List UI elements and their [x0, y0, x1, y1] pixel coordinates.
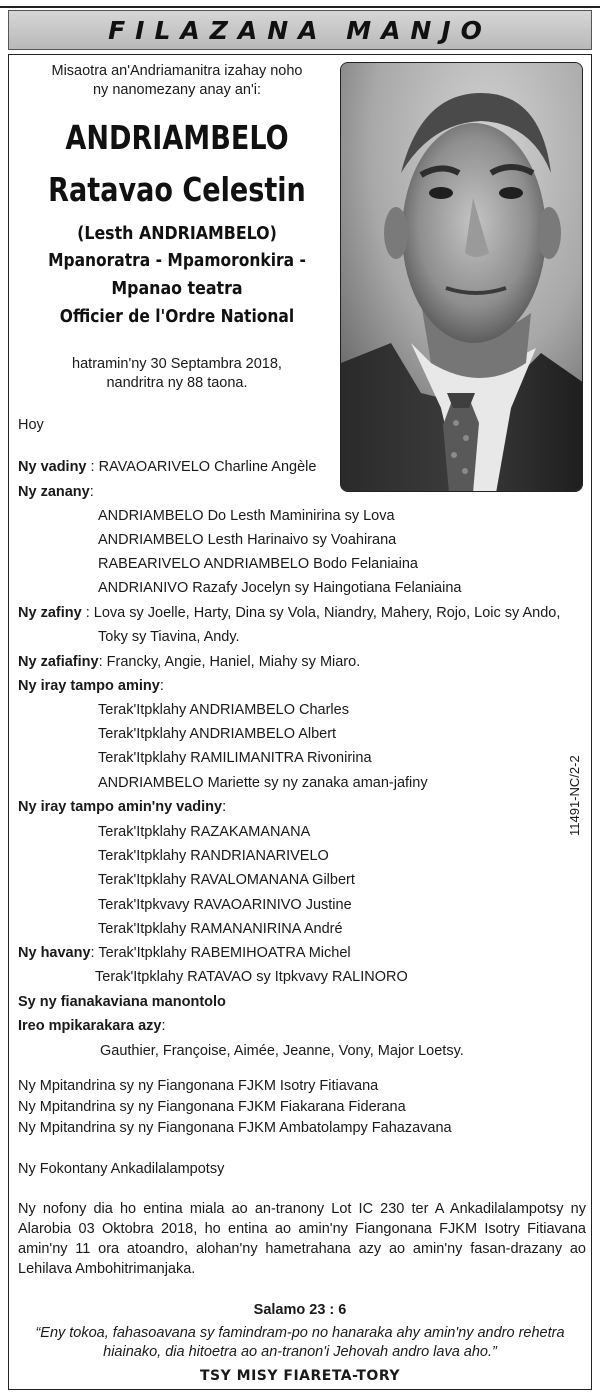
zafiny-line: [18, 604, 560, 622]
havany-continued: Terak'Itpklahy RATAVAO sy Itpkvavy RALINORO: [95, 969, 408, 985]
vadiny-label: Ny vadiny: [18, 459, 87, 475]
quote-line: hiainako, dia hitoetra ao an-tranon'i Jehovah andro lava aho.”: [103, 1344, 497, 1360]
tampo-vadiny-line: [18, 798, 226, 816]
zafiafiny-value: : Francky, Angie, Haniel, Miahy sy Miaro.: [98, 654, 361, 670]
top-rule: [0, 0, 600, 8]
list-item: ANDRIANIVO Razafy Jocelyn sy Haingotiana Felaniaina: [98, 580, 462, 596]
list-item: Terak'Itpklahy RANDRIANARIVELO: [98, 848, 329, 864]
zafiafiny-line: [18, 653, 360, 671]
list-item: Terak'Itpklahy RAZAKAMANANA: [98, 824, 311, 840]
zanany-colon: :: [89, 484, 94, 500]
death-date: [18, 355, 336, 393]
zanany-label: Ny zanany: [18, 484, 90, 500]
tampo-colon: :: [159, 678, 164, 694]
psalm-quote: [8, 1324, 592, 1362]
funeral-paragraph: Ny nofony dia ho entina miala ao an-tranony Lot IC 230 ter A Ankadilalampotsy ny Alarobia 03 Oktobra 2018, ho entina ao amin'ny Fiangonana FJKM Isotry Fitiavana amin'ny 11 ora atoandro, alohan'ny hametrahana azy ao amin'ny fasan-drazany ao Lehilava Ambohitrimanjaka.: [18, 1201, 586, 1277]
list-item: ANDRIAMBELO Lesth Harinaivo sy Voahirana: [98, 532, 397, 548]
mpikarakara-label: Ireo mpikarakara azy: [18, 1018, 162, 1034]
zafiny-value: : Lova sy Joelle, Harty, Dina sy Vola, Niandry, Mahery, Rojo, Loic sy Ando,: [81, 605, 561, 621]
deceased-alias: (Lesth ANDRIAMBELO): [77, 223, 277, 244]
deceased-surname: ANDRIAMBELO: [65, 118, 289, 157]
tampo-label: Ny iray tampo aminy: [18, 678, 160, 694]
date-line: hatramin'ny 30 Septambra 2018,: [72, 356, 282, 372]
header-banner: [8, 10, 592, 50]
fiangonana-line: Ny Mpitandrina sy ny Fiangonana FJKM Ambatolampy Fahazavana: [18, 1120, 452, 1136]
footer-note: TSY MISY FIARETA-TORY: [200, 1368, 400, 1384]
list-item: Terak'Itpklahy RAMANANIRINA André: [98, 921, 343, 937]
fianakaviana-label: Sy ny fianakaviana manontolo: [18, 994, 226, 1010]
list-item: Terak'Itpkvavy RAVAOARINIVO Justine: [98, 897, 352, 913]
vadiny-value: : RAVAOARIVELO Charline Angèle: [86, 459, 317, 475]
list-item: Terak'Itpklahy RAVALOMANANA Gilbert: [98, 872, 355, 888]
vadiny-line: [18, 458, 316, 476]
list-item: ANDRIAMBELO Do Lesth Maminirina sy Lova: [98, 508, 395, 524]
tampo-vadiny-colon: :: [222, 799, 227, 815]
header-title: FILAZANA MANJO: [108, 15, 492, 45]
reference-code: 11491-NC/2-2: [567, 755, 582, 836]
list-item: Terak'Itpklahy RAMILIMANITRA Rivonirina: [98, 750, 372, 766]
fianakaviana-line: [18, 993, 226, 1011]
havany-label: Ny havany: [18, 945, 91, 961]
tampo-line: [18, 677, 164, 695]
fiangonana-line: Ny Mpitandrina sy ny Fiangonana FJKM Fiakarana Fiderana: [18, 1099, 406, 1115]
havany-line: [18, 944, 351, 962]
list-item: Terak'Itpklahy ANDRIAMBELO Charles: [98, 702, 349, 718]
hoy-label: Hoy: [18, 417, 44, 433]
deceased-given-name: Ratavao Celestin: [48, 170, 306, 209]
deceased-title: Officier de l'Ordre National: [59, 306, 295, 327]
portrait-photo: [340, 62, 583, 492]
quote-line: “Eny tokoa, fahasoavana sy famindram-po no hanaraka ahy amin'ny andro rehetra: [35, 1325, 565, 1341]
list-item: ANDRIAMBELO Mariette sy ny zanaka aman-jafiny: [98, 775, 428, 791]
zanany-line: [18, 483, 94, 501]
fokontany-line: Ny Fokontany Ankadilalampotsy: [18, 1161, 225, 1177]
intro-line: ny nanomezany anay an'i:: [92, 82, 262, 98]
intro-line: Misaotra an'Andriamanitra izahay noho: [51, 63, 303, 79]
zafiny-label: Ny zafiny: [18, 605, 82, 621]
portrait-image: [341, 63, 583, 492]
deceased-role: Mpanoratra - Mpamoronkira -: [48, 250, 306, 271]
intro-text: [18, 62, 336, 100]
list-item: Terak'Itpklahy ANDRIAMBELO Albert: [98, 726, 337, 742]
zafiafiny-label: Ny zafiafiny: [18, 654, 99, 670]
mpikarakara-colon: :: [161, 1018, 166, 1034]
tampo-vadiny-label: Ny iray tampo amin'ny vadiny: [18, 799, 223, 815]
havany-value: : Terak'Itpklahy RABEMIHOATRA Michel: [90, 945, 351, 961]
mpikarakara-names: Gauthier, Françoise, Aimée, Jeanne, Vony, Major Loetsy.: [100, 1043, 464, 1059]
fiangonana-line: Ny Mpitandrina sy ny Fiangonana FJKM Isotry Fitiavana: [18, 1078, 379, 1094]
list-item: RABEARIVELO ANDRIAMBELO Bodo Felaniaina: [98, 556, 418, 572]
deceased-role: Mpanao teatra: [111, 278, 243, 299]
psalm-reference: Salamo 23 : 6: [253, 1302, 347, 1318]
date-line: nandritra ny 88 taona.: [106, 375, 248, 391]
mpikarakara-line: [18, 1017, 166, 1035]
zafiny-continued: Toky sy Tiavina, Andy.: [98, 629, 240, 645]
